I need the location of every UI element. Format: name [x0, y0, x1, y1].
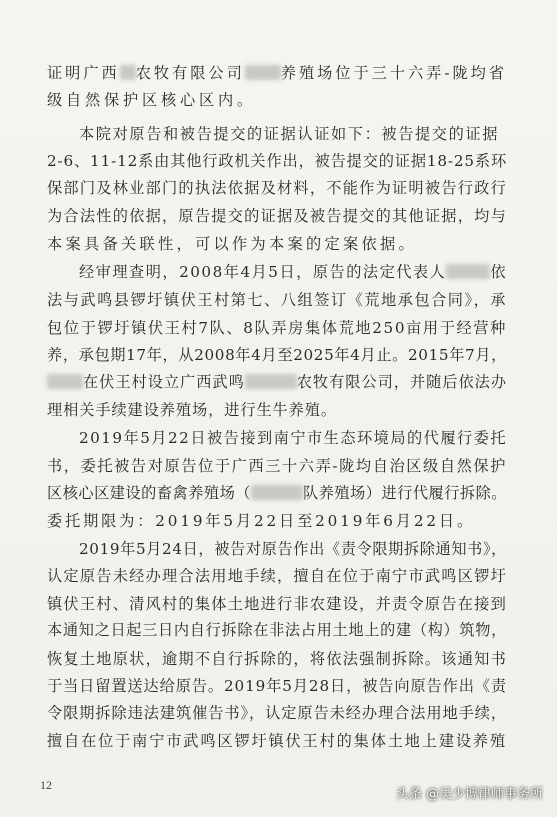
- text-run: 队养殖场）进行代履行拆除。: [303, 484, 507, 502]
- text-run: 擅自在位于南宁市武鸣区锣圩镇伏王村的集体土地上建设养殖: [47, 732, 507, 750]
- text-run: 农牧有限公司: [135, 64, 245, 82]
- text-line: [79, 428, 507, 448]
- text-run: 养殖场位于三十六弄-陇均省: [280, 64, 507, 82]
- redaction-blur: [120, 65, 136, 80]
- text-run: 委托期限为：2019年5月22日至2019年6月22日。: [47, 512, 475, 530]
- redaction-blur: [245, 65, 281, 80]
- text-run: 镇伏王村、清风村的集体土地进行非农建设，并责令原告在接到: [47, 595, 507, 613]
- text-line: [47, 483, 507, 503]
- text-run: 包位于锣圩镇伏王村7队、8队弄房集体荒地250亩用于经营种: [47, 319, 507, 337]
- text-line: [47, 456, 507, 476]
- text-run: 2019年5月24日，被告对原告作出《责令限期拆除通知书》，: [79, 540, 507, 558]
- text-line: [79, 124, 499, 144]
- text-run: 本通知之日起三日内自行拆除在非法占用土地上的建（构）筑物，: [47, 621, 507, 639]
- text-run: 依: [490, 263, 507, 281]
- text-line: [47, 703, 507, 723]
- text-line: [47, 649, 507, 669]
- text-line: [47, 731, 507, 751]
- text-run: 认定原告未经办理合法用地手续，擅自在位于南宁市武鸣区锣圩: [47, 567, 507, 585]
- text-run: 恢复土地原状，逾期不自行拆除的，将依法强制拆除。该通知书: [47, 650, 507, 668]
- text-line: [47, 178, 507, 198]
- text-run: 养，承包期17年，从2008年4月至2025年4月止。2015年7月，: [47, 346, 507, 364]
- text-run: 2019年5月22日被告接到南宁市生态环境局的代履行委托: [79, 429, 507, 447]
- text-line: [79, 539, 507, 559]
- text-line: [47, 372, 507, 392]
- text-line: [47, 566, 507, 586]
- text-run: 证明广西: [47, 64, 120, 82]
- text-run: 农牧有限公司，并随后依法办: [296, 373, 508, 391]
- text-line: [47, 290, 507, 310]
- text-line: [47, 594, 507, 614]
- text-line: [47, 345, 507, 365]
- text-run: 于当日留置送达给原告。2019年5月28日，被告向原告作出《责: [47, 677, 507, 695]
- text-run: 书，委托被告对原告位于广西三十六弄-陇均自治区级自然保护: [47, 457, 507, 475]
- redaction-blur: [251, 485, 303, 500]
- text-line: [47, 511, 475, 531]
- text-line: [47, 63, 507, 83]
- redaction-blur: [446, 264, 490, 279]
- page-number: 12: [40, 778, 52, 792]
- text-line: [79, 262, 507, 282]
- text-line: [47, 90, 256, 110]
- text-line: [47, 400, 337, 420]
- text-line: [47, 676, 507, 696]
- text-line: [47, 234, 417, 254]
- text-run: 为合法性的依据，原告提交的证据及被告提交的其他证据，均与: [47, 207, 507, 225]
- redaction-blur: [245, 374, 297, 389]
- text-run: 法与武鸣县锣圩镇伏王村第七、八组签订《荒地承包合同》，承: [47, 291, 507, 309]
- text-run: 本院对原告和被告提交的证据认证如下：被告提交的证据: [79, 125, 499, 143]
- text-run: 经审理查明，2008年4月5日，原告的法定代表人: [79, 263, 447, 281]
- watermark: 头条 @吴少博律师事务所: [395, 787, 543, 802]
- text-line: [47, 206, 507, 226]
- text-run: 本案具备关联性，可以作为本案的定案依据。: [47, 235, 417, 253]
- redaction-blur: [47, 374, 83, 389]
- text-line: [47, 318, 507, 338]
- text-run: 理相关手续建设养殖场，进行生牛养殖。: [47, 401, 337, 419]
- text-run: 令限期拆除违法建筑催告书》，认定原告未经办理合法用地手续，: [47, 704, 507, 722]
- text-run: 级自然保护区核心区内。: [47, 91, 256, 109]
- text-line: [47, 151, 507, 171]
- text-run: 在伏王村设立广西武鸣: [83, 373, 245, 391]
- text-run: 保部门及林业部门的执法依据及材料，不能作为证明被告行政行: [47, 179, 507, 197]
- text-run: 区核心区建设的畜禽养殖场（: [47, 484, 251, 502]
- text-line: [47, 620, 507, 640]
- text-run: 2-6、11-12系由其他行政机关作出，被告提交的证据18-25系环: [47, 152, 507, 170]
